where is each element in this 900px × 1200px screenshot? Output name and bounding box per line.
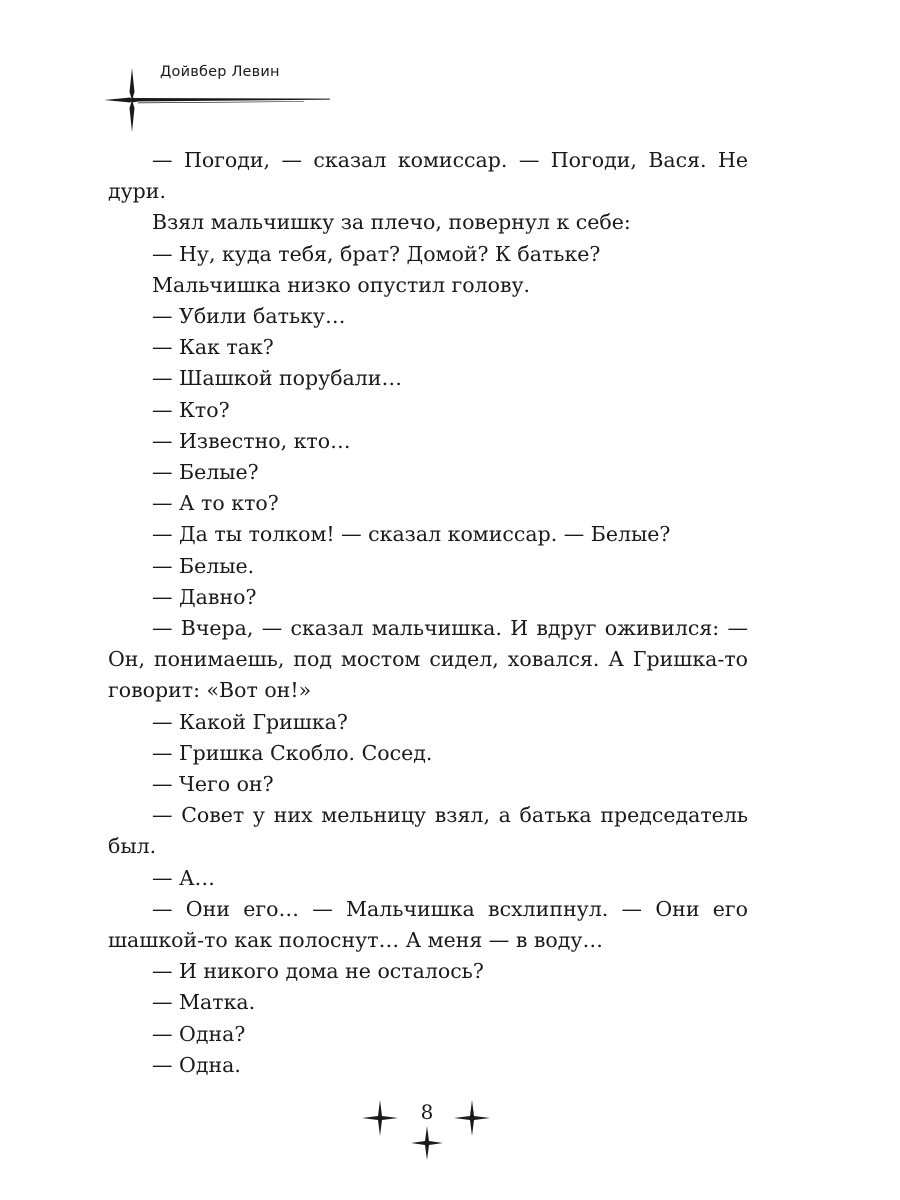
paragraph: — Кто? <box>152 397 230 422</box>
paragraph: — Матка. <box>152 990 256 1015</box>
paragraph: — Какой Гришка? <box>152 709 348 734</box>
paragraph: — Давно? <box>152 584 257 609</box>
paragraph: — И никого дома не осталось? <box>152 959 484 984</box>
paragraph: — Одна? <box>152 1021 246 1046</box>
paragraph: — Чего он? <box>152 772 274 797</box>
paragraph: — А то кто? <box>152 491 279 516</box>
paragraph: — Убили батьку… <box>152 304 346 329</box>
paragraph: — Погоди, — сказал комиссар. — Погоди, Вася. Не дури. <box>108 148 748 204</box>
paragraph: Взял мальчишку за плечо, повернул к себе: <box>152 210 631 235</box>
paragraph: — Белые? <box>152 460 259 485</box>
page-number: 8 <box>420 1100 434 1124</box>
paragraph: Мальчишка низко опустил голову. <box>152 272 531 297</box>
paragraph: — Известно, кто… <box>152 428 351 453</box>
paragraph: — Совет у них мельницу взял, а батька председатель был. <box>108 803 748 859</box>
body-text <box>108 145 748 1081</box>
four-point-star-icon <box>411 1126 443 1160</box>
paragraph: — Вчера, — сказал мальчишка. И вдруг оживился: — Он, понимаешь, под мостом сидел, ховался. А Гришка-то говорит: «Вот он!» <box>108 616 748 703</box>
running-head-author: Дойвбер Левин <box>160 64 280 80</box>
paragraph: — Белые. <box>152 553 255 578</box>
paragraph: — Шашкой порубали… <box>152 366 402 391</box>
page-footer <box>362 1088 492 1160</box>
paragraph: — Они его… — Мальчишка всхлипнул. — Они его шашкой-то как полоснут… А меня — в воду… <box>108 896 748 953</box>
paragraph: — А… <box>152 865 216 890</box>
paragraph: — Да ты толком! — сказал комиссар. — Белые? <box>152 522 671 547</box>
paragraph: — Одна. <box>152 1052 241 1077</box>
paragraph: — Ну, куда тебя, брат? Домой? К батьке? <box>152 241 601 266</box>
paragraph: — Гришка Скобло. Сосед. <box>152 740 433 765</box>
paragraph: — Как так? <box>152 335 274 360</box>
